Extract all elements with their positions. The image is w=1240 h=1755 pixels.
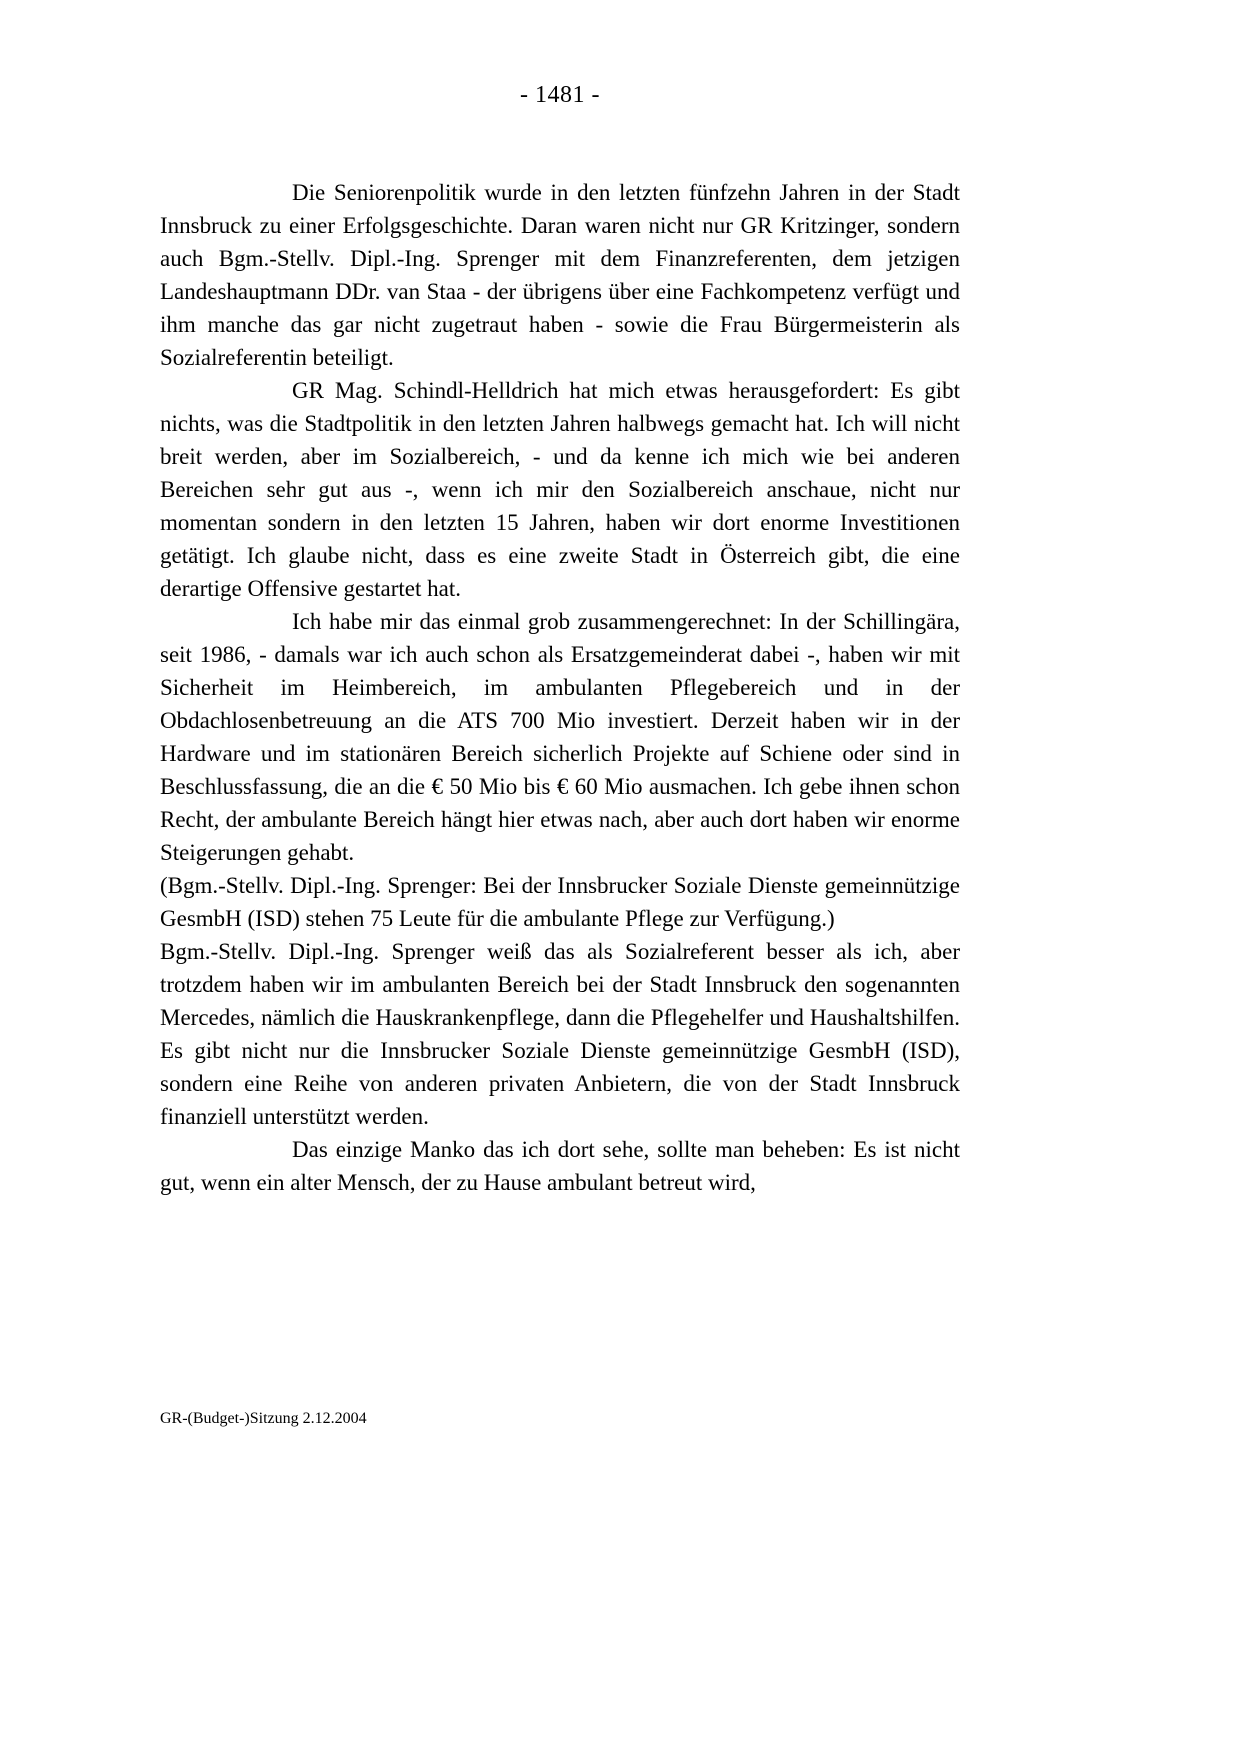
- paragraph: (Bgm.-Stellv. Dipl.-Ing. Sprenger: Bei der Innsbrucker Soziale Dienste gemeinnützige GesmbH (ISD) stehen 75 Leute für die ambulante Pflege zur Verfügung.): [160, 873, 960, 931]
- page-number: - 1481 -: [520, 82, 600, 108]
- paragraph: GR Mag. Schindl-Helldrich hat mich etwas herausgefordert: Es gibt nichts, was die Stadtpolitik in den letzten Jahren halbwegs gemacht hat. Ich will nicht breit werden, aber im Sozialbereich, - und da kenne ich mich wie bei anderen Bereichen sehr gut aus -, wenn ich mir den Sozialbereich anschaue, nicht nur momentan sondern in den letzten 15 Jahren, haben wir dort enorme Investitionen getätigt. Ich glaube nicht, dass es eine zweite Stadt in Österreich gibt, die eine derartige Offensive gestartet hat.: [160, 378, 960, 601]
- paragraph: Die Seniorenpolitik wurde in den letzten fünfzehn Jahren in der Stadt Innsbruck zu einer Erfolgsgeschichte. Daran waren nicht nur GR Kritzinger, sondern auch Bgm.-Stellv. Dipl.-Ing. Sprenger mit dem Finanzreferenten, dem jetzigen Landeshauptmann DDr. van Staa - der übrigens über eine Fachkompetenz verfügt und ihm manche das gar nicht zugetraut haben - sowie die Frau Bürgermeisterin als Sozialreferentin beteiligt.: [160, 180, 960, 370]
- body-text: [160, 176, 960, 1199]
- paragraph: Bgm.-Stellv. Dipl.-Ing. Sprenger weiß das als Sozialreferent besser als ich, aber trotzdem haben wir im ambulanten Bereich bei der Stadt Innsbruck den sogenannten Mercedes, nämlich die Hauskrankenpflege, dann die Pflegehelfer und Haushaltshilfen. Es gibt nicht nur die Innsbrucker Soziale Dienste gemeinnützige GesmbH (ISD), sondern eine Reihe von anderen privaten Anbietern, die von der Stadt Innsbruck finanziell unterstützt werden.: [160, 939, 960, 1129]
- paragraph: Ich habe mir das einmal grob zusammengerechnet: In der Schillingära, seit 1986, - damals war ich auch schon als Ersatzgemeinderat dabei -, haben wir mit Sicherheit im Heimbereich, im ambulanten Pflegebereich und in der Obdachlosenbetreuung an die ATS 700 Mio investiert. Derzeit haben wir in der Hardware und im stationären Bereich sicherlich Projekte auf Schiene oder sind in Beschlussfassung, die an die € 50 Mio bis € 60 Mio ausmachen. Ich gebe ihnen schon Recht, der ambulante Bereich hängt hier etwas nach, aber auch dort haben wir enorme Steigerungen gehabt.: [160, 609, 960, 865]
- paragraph: Das einzige Manko das ich dort sehe, sollte man beheben: Es ist nicht gut, wenn ein alter Mensch, der zu Hause ambulant betreut wird,: [160, 1137, 960, 1195]
- footer-text: GR-(Budget-)Sitzung 2.12.2004: [160, 1410, 367, 1427]
